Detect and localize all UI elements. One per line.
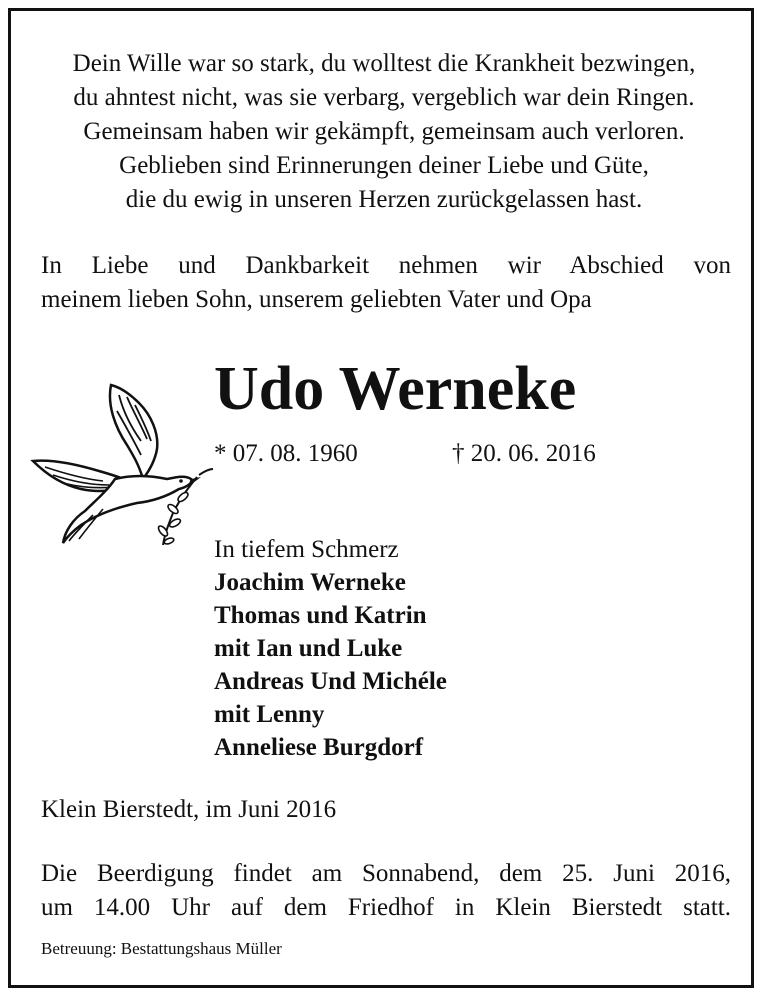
poem-line: Gemeinsam haben wir gekämpft, gemeinsam auch verloren.: [83, 118, 685, 145]
mourners: [214, 533, 447, 764]
funeral-line: um 14.00 Uhr auf dem Friedhof in Klein Bierstedt statt.: [41, 894, 731, 921]
poem-line: Geblieben sind Erinnerungen deiner Liebe und Güte,: [119, 152, 649, 179]
poem: [11, 47, 757, 217]
deceased-name: Udo Werneke: [214, 355, 577, 423]
mourner-name: Joachim Werneke: [214, 569, 406, 596]
dove-with-olive-branch-icon: [23, 375, 219, 551]
funeral-notice: [41, 857, 731, 925]
mourner-name: Andreas Und Michéle: [214, 668, 447, 695]
mourner-name: Thomas und Katrin: [214, 602, 427, 629]
farewell-line: In Liebe und Dankbarkeit nehmen wir Abschied von: [41, 252, 731, 279]
birth-date: * 07. 08. 1960: [214, 440, 358, 467]
poem-line: du ahntest nicht, was sie verbarg, vergeblich war dein Ringen.: [73, 84, 695, 111]
funeral-line: Die Beerdigung findet am Sonnabend, dem 25. Juni 2016,: [41, 860, 731, 887]
place-date: Klein Bierstedt, im Juni 2016: [41, 796, 337, 823]
mourner-name: mit Lenny: [214, 701, 325, 728]
mourner-name: Anneliese Burgdorf: [214, 734, 424, 761]
poem-line: die du ewig in unseren Herzen zurückgelassen hast.: [125, 186, 643, 213]
funeral-home-credit: Betreuung: Bestattungshaus Müller: [41, 939, 282, 958]
poem-line: Dein Wille war so stark, du wolltest die Krankheit bezwingen,: [72, 50, 696, 77]
mourner-name: mit Ian und Luke: [214, 635, 403, 662]
farewell-line: meinem lieben Sohn, unserem geliebten Vater und Opa: [41, 286, 592, 313]
life-dates: [214, 437, 634, 471]
obituary-frame: [8, 8, 754, 988]
mourners-intro: In tiefem Schmerz: [214, 536, 399, 563]
farewell-intro: [41, 249, 731, 317]
death-date: † 20. 06. 2016: [452, 440, 596, 467]
